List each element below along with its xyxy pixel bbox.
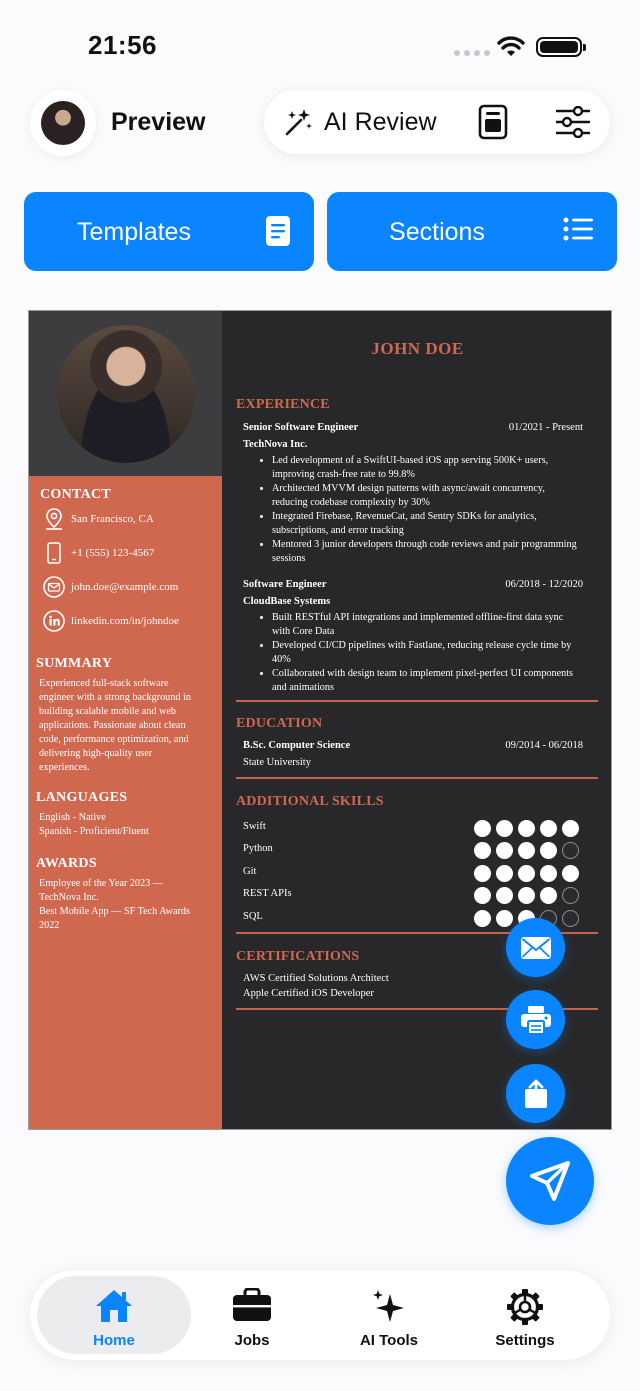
tab-ai-tools[interactable] bbox=[312, 1276, 466, 1354]
certification-item: Apple Certified iOS Developer bbox=[243, 988, 374, 999]
document-icon bbox=[266, 216, 290, 246]
ai-review-label: AI Review bbox=[324, 107, 437, 136]
education-heading: EDUCATION bbox=[236, 716, 323, 731]
skill-dot-filled bbox=[474, 820, 491, 837]
tab-jobs-label: Jobs bbox=[234, 1332, 270, 1349]
certifications-heading: CERTIFICATIONS bbox=[236, 949, 360, 964]
job-bullet: • Developed CI/CD pipelines with Fastlane, reducing release cycle time by 40% bbox=[272, 639, 582, 667]
job-bullet: • Led development of a SwiftUI-based iOS app serving 500K+ users, improving crash-free rate to 99.8% bbox=[272, 454, 582, 482]
job-company: TechNova Inc. bbox=[243, 439, 308, 450]
skill-level bbox=[474, 842, 579, 859]
education-dates: 09/2014 - 06/2018 bbox=[505, 740, 583, 751]
skill-dot-filled bbox=[518, 820, 535, 837]
skill-dot-filled bbox=[562, 865, 579, 882]
skill-name: Swift bbox=[243, 821, 266, 832]
profile-avatar-button[interactable] bbox=[30, 90, 96, 156]
contact-linkedin-text: linkedin.com/in/johndoe bbox=[71, 615, 179, 627]
skill-dot-filled bbox=[496, 842, 513, 859]
gear-icon bbox=[506, 1288, 544, 1326]
print-button[interactable] bbox=[506, 990, 565, 1049]
status-bar bbox=[0, 0, 640, 90]
skill-name: Python bbox=[243, 843, 273, 854]
tab-settings[interactable] bbox=[448, 1276, 602, 1354]
job-bullet: • Built RESTful API integrations and implemented offline-first data sync with Core Data bbox=[272, 611, 582, 639]
contact-heading: CONTACT bbox=[40, 487, 112, 502]
contact-phone bbox=[43, 542, 154, 564]
envelope-icon bbox=[521, 937, 551, 959]
tab-jobs[interactable] bbox=[175, 1276, 329, 1354]
tab-home-label: Home bbox=[93, 1332, 135, 1349]
skill-dot-filled bbox=[496, 865, 513, 882]
skill-level bbox=[474, 865, 579, 882]
ai-review-button[interactable] bbox=[282, 104, 437, 140]
job-bullets bbox=[272, 454, 582, 566]
skills-heading: ADDITIONAL SKILLS bbox=[236, 794, 384, 809]
document-preview-icon[interactable] bbox=[478, 104, 508, 140]
page-title: Preview bbox=[111, 108, 206, 136]
job-bullets bbox=[272, 611, 582, 695]
tab-home[interactable] bbox=[37, 1276, 191, 1354]
skill-level bbox=[474, 820, 579, 837]
templates-button[interactable] bbox=[24, 192, 314, 271]
tab-bar bbox=[30, 1270, 610, 1360]
job-bullet: • Integrated Firebase, RevenueCat, and Sentry SDKs for analytics, subscriptions, and error tracking bbox=[272, 510, 582, 538]
job-title: Software Engineer bbox=[243, 579, 327, 590]
share-icon bbox=[524, 1079, 548, 1109]
job-dates: 01/2021 - Present bbox=[508, 422, 583, 433]
skill-dot-filled bbox=[518, 887, 535, 904]
phone-icon bbox=[47, 542, 61, 564]
resume-name: JOHN DOE bbox=[371, 339, 464, 358]
skill-level bbox=[474, 887, 579, 904]
job-title: Senior Software Engineer bbox=[243, 422, 359, 433]
certification-item: AWS Certified Solutions Architect bbox=[243, 973, 389, 984]
skill-dot-filled bbox=[518, 865, 535, 882]
skill-name: SQL bbox=[243, 911, 263, 922]
contact-linkedin bbox=[43, 610, 179, 632]
job-bullet: • Mentored 3 junior developers through code reviews and pair programming sessions bbox=[272, 538, 582, 566]
status-time: 21:56 bbox=[88, 30, 157, 60]
skill-dot-filled bbox=[562, 820, 579, 837]
award-item: Employee of the Year 2023 — TechNova Inc. bbox=[39, 878, 163, 903]
contact-phone-text: +1 (555) 123-4567 bbox=[71, 547, 155, 559]
skill-dot-filled bbox=[540, 820, 557, 837]
header-toolbar bbox=[264, 90, 610, 154]
skill-dot-filled bbox=[474, 887, 491, 904]
skill-dot-filled bbox=[474, 910, 491, 927]
send-button[interactable] bbox=[506, 1137, 594, 1225]
awards-heading: AWARDS bbox=[36, 856, 97, 871]
skill-dot-filled bbox=[474, 842, 491, 859]
paper-plane-icon bbox=[528, 1159, 572, 1203]
language-item: Spanish - Proficient/Fluent bbox=[39, 826, 149, 837]
job-company: CloudBase Systems bbox=[243, 596, 331, 607]
job-bullet: • Architected MVVM design patterns with async/await concurrency, reducing codebase complexity by 30% bbox=[272, 482, 582, 510]
languages-list bbox=[39, 811, 205, 839]
list-icon bbox=[563, 216, 593, 242]
wifi-icon bbox=[497, 36, 525, 58]
awards-list bbox=[39, 877, 205, 933]
summary-text: Experienced full-stack software engineer with a strong background in building scalable mobile and web applications. Passionate about clean code, performance optimization, and delivering high-quality user experiences. bbox=[39, 678, 191, 773]
languages-heading: LANGUAGES bbox=[36, 790, 128, 805]
sliders-icon[interactable] bbox=[556, 106, 590, 138]
sparkles-icon bbox=[370, 1288, 408, 1326]
tab-ai-tools-label: AI Tools bbox=[359, 1332, 419, 1349]
resume-photo-area bbox=[29, 311, 222, 476]
skill-dot-filled bbox=[540, 842, 557, 859]
skill-name: REST APIs bbox=[243, 888, 292, 899]
avatar bbox=[41, 101, 85, 145]
skill-dot-filled bbox=[518, 842, 535, 859]
education-degree: B.Sc. Computer Science bbox=[243, 740, 351, 751]
skill-dot-filled bbox=[496, 910, 513, 927]
briefcase-icon bbox=[232, 1288, 272, 1322]
printer-icon bbox=[521, 1006, 551, 1034]
skill-dot-filled bbox=[496, 820, 513, 837]
contact-email-text: john.doe@example.com bbox=[71, 581, 179, 593]
share-button[interactable] bbox=[506, 1064, 565, 1123]
skill-dot-empty bbox=[562, 910, 579, 927]
education-school: State University bbox=[243, 757, 311, 768]
contact-location bbox=[43, 508, 154, 530]
summary-heading: SUMMARY bbox=[36, 656, 113, 671]
email-button[interactable] bbox=[506, 918, 565, 977]
templates-label: Templates bbox=[77, 218, 191, 246]
skill-dot-filled bbox=[474, 865, 491, 882]
job-dates: 06/2018 - 12/2020 bbox=[505, 579, 583, 590]
contact-email bbox=[43, 576, 178, 598]
skill-name: Git bbox=[243, 866, 257, 877]
job-bullet: • Collaborated with design team to implement pixel-perfect UI components and animations bbox=[272, 667, 582, 695]
signal-icon bbox=[454, 50, 490, 56]
linkedin-icon bbox=[43, 610, 65, 632]
sections-button[interactable] bbox=[327, 192, 617, 271]
section-divider bbox=[236, 700, 598, 702]
house-icon bbox=[94, 1288, 134, 1324]
resume-photo bbox=[57, 325, 195, 463]
skill-dot-empty bbox=[562, 842, 579, 859]
skill-dot-empty bbox=[562, 887, 579, 904]
award-item: Best Mobile App — SF Tech Awards 2022 bbox=[39, 906, 190, 931]
battery-icon bbox=[536, 37, 582, 57]
tab-settings-label: Settings bbox=[495, 1332, 555, 1349]
contact-location-text: San Francisco, CA bbox=[71, 513, 154, 525]
skill-dot-filled bbox=[496, 887, 513, 904]
magic-wand-icon bbox=[282, 106, 314, 138]
location-pin-icon bbox=[44, 508, 64, 530]
language-item: English - Native bbox=[39, 812, 106, 823]
sections-label: Sections bbox=[389, 218, 485, 246]
experience-heading: EXPERIENCE bbox=[236, 397, 330, 412]
skill-dot-filled bbox=[540, 887, 557, 904]
email-icon bbox=[43, 576, 65, 598]
section-divider bbox=[236, 777, 598, 779]
skill-dot-filled bbox=[540, 865, 557, 882]
